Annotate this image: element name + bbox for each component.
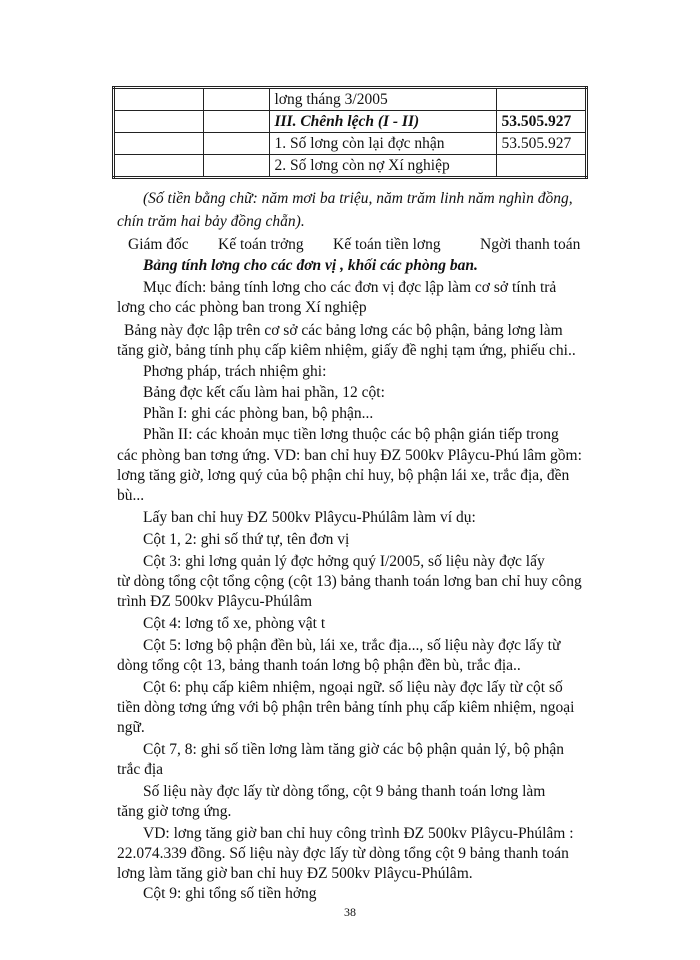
text-line: Phần II: các khoản mục tiền lơng thuộc các bộ phận gián tiếp trong bbox=[143, 426, 559, 443]
text-line: lơng cho các phòng ban trong Xí nghiệp bbox=[117, 299, 367, 316]
table-row bbox=[114, 88, 587, 111]
text-line: trình ĐZ 500kv Plâycu-Phúlâm bbox=[117, 593, 313, 610]
text-line: Bảng này đợc lập trên cơ sở các bảng lơng các bộ phận, bảng lơng làm bbox=[124, 322, 563, 339]
signature-row bbox=[0, 235, 700, 255]
text-line: Cột 7, 8: ghi số tiền lơng làm tăng giờ các bộ phận quản lý, bộ phận bbox=[143, 741, 565, 758]
page-number: 38 bbox=[344, 905, 356, 919]
text-line: Cột 6: phụ cấp kiêm nhiệm, ngoại ngữ. số liệu này đợc lấy từ cột số bbox=[143, 679, 563, 696]
text-line: VD: lơng tăng giờ ban chỉ huy công trình ĐZ 500kv Plâycu-Phúlâm : bbox=[143, 825, 574, 842]
table-cell: 1. Số lơng còn lại đợc nhận bbox=[270, 133, 497, 155]
text-line: Cột 1, 2: ghi số thứ tự, tên đơn vị bbox=[143, 531, 350, 548]
table-cell: lơng tháng 3/2005 bbox=[270, 88, 497, 111]
text-line: Phơng pháp, trách nhiệm ghi: bbox=[143, 363, 327, 380]
text-line: các phòng ban tơng ứng. VD: ban chỉ huy ĐZ 500kv Plâycu-Phú lâm gồm: bbox=[117, 447, 582, 464]
text-line: Phần I: ghi các phòng ban, bộ phận... bbox=[143, 405, 374, 422]
amount-in-words: (Số tiền bằng chữ: năm mơi ba triệu, năm trăm linh năm nghìn đồng, bbox=[143, 190, 573, 207]
text-line: bù... bbox=[117, 487, 145, 504]
text-line: lơng làm tăng giờ ban chỉ huy ĐZ 500kv Plâycu-Phúlâm. bbox=[117, 865, 473, 882]
text-line: Số liệu này đợc lấy từ dòng tổng, cột 9 bảng thanh toán lơng làm bbox=[143, 783, 546, 800]
text-line: tăng giờ, bảng tính phụ cấp kiêm nhiệm, giấy đề nghị tạm ứng, phiếu chi.. bbox=[117, 342, 576, 359]
table-cell bbox=[497, 88, 587, 111]
text-line: Lấy ban chỉ huy ĐZ 500kv Plâycu-Phúlâm làm ví dụ: bbox=[143, 509, 476, 526]
text-line: Cột 5: lơng bộ phận đền bù, lái xe, trắc địa..., số liệu này đợc lấy từ bbox=[143, 637, 561, 654]
text-line: Mục đích: bảng tính lơng cho các đơn vị đợc lập làm cơ sở tính trả bbox=[143, 279, 557, 296]
text-line: Cột 4: lơng tổ xe, phòng vật t bbox=[143, 615, 326, 632]
text-line: trắc địa bbox=[117, 761, 164, 778]
text-line: Cột 9: ghi tổng số tiền hởng bbox=[143, 885, 317, 902]
text-line: Bảng đợc kết cấu làm hai phần, 12 cột: bbox=[143, 384, 385, 401]
text-line: ngữ. bbox=[117, 719, 145, 736]
signature-payer: Ngời thanh toán bbox=[480, 236, 581, 253]
signature-director: Giám đốc bbox=[128, 236, 189, 253]
text-line: tăng giờ tơng ứng. bbox=[117, 803, 232, 820]
table-row bbox=[114, 111, 587, 133]
section-heading: Bảng tính lơng cho các đơn vị , khối các phòng ban. bbox=[143, 257, 478, 274]
table-row bbox=[114, 155, 587, 178]
table-cell: III. Chênh lệch (I - II) bbox=[270, 111, 497, 133]
text-line: lơng tăng giờ, lơng quý của bộ phận chỉ huy, bộ phận lái xe, trắc địa, đền bbox=[117, 467, 570, 484]
text-line: dòng tổng cột 13, bảng thanh toán lơng bộ phận đền bù, trắc địa.. bbox=[117, 657, 521, 674]
table-cell: 53.505.927 bbox=[497, 111, 587, 133]
text-line: 22.074.339 đồng. Số liệu này đợc lấy từ dòng tổng cột 9 bảng thanh toán bbox=[117, 845, 569, 862]
amount-in-words: chín trăm hai bảy đồng chẵn). bbox=[117, 213, 305, 230]
table-row bbox=[114, 133, 587, 155]
text-line: Cột 3: ghi lơng quản lý đợc hởng quý I/2005, số liệu này đợc lấy bbox=[143, 553, 545, 570]
table-cell: 53.505.927 bbox=[497, 133, 587, 155]
signature-chief-accountant: Kế toán trởng bbox=[218, 236, 304, 253]
table-cell: 2. Số lơng còn nợ Xí nghiệp bbox=[270, 155, 497, 178]
summary-table bbox=[112, 86, 588, 179]
text-line: tiền dòng tơng ứng với bộ phận trên bảng tính phụ cấp kiêm nhiệm, ngoại bbox=[117, 699, 575, 716]
table-cell bbox=[497, 155, 587, 178]
signature-salary-accountant: Kế toán tiền lơng bbox=[333, 236, 441, 253]
text-line: từ dòng tổng cột tổng cộng (cột 13) bảng thanh toán lơng ban chỉ huy công bbox=[117, 573, 582, 590]
